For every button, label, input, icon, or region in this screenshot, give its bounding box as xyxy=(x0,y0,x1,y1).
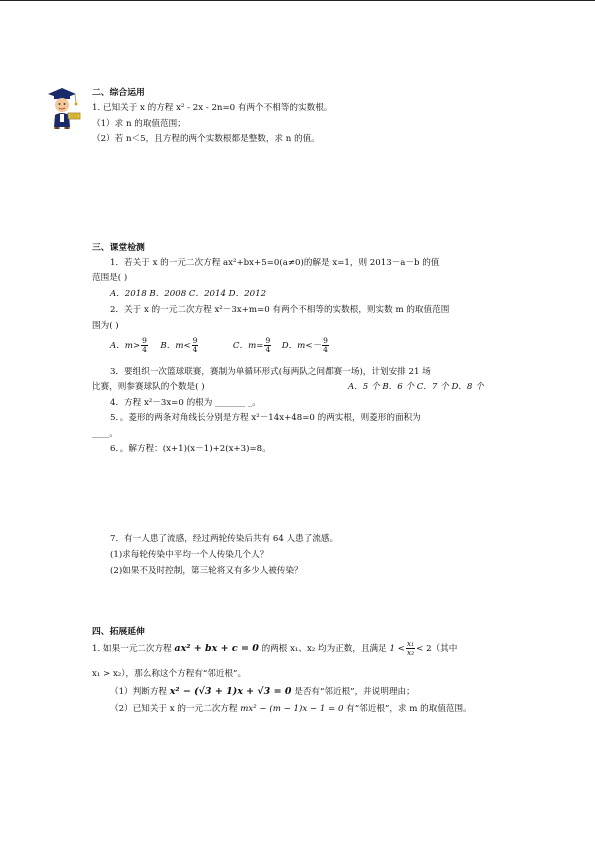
s4-q1-part2: （2）已知关于 x 的一元二次方程 mx² − (m − 1)x − 1 = 0 有“邻近根”，求 m 的取值范围。 xyxy=(110,704,472,714)
s2-question-1-part2: （2）若 n＜5，且方程的两个实数根都是整数，求 n 的值。 xyxy=(92,134,320,144)
s3-q4: 4．方程 x²－3x=0 的根为 _______ _。 xyxy=(110,398,261,408)
s3-q7-part1: (1)求每轮传染中平均一个人传染几个人？ xyxy=(110,550,269,560)
s3-q7-part2: (2)如果不及时控制，第三轮将又有多少人被传染？ xyxy=(110,566,303,576)
s4-q1-equation: ax² + bx + c = 0 xyxy=(174,643,259,654)
s3-q6: 6．。解方程：(x+1)(x－1)+2(x+3)=8。 xyxy=(110,444,271,454)
s3-q5-line1: 5．。菱形的两条对角线长分别是方程 x²－14x+48=0 的两实根，则菱形的面积为 xyxy=(110,413,421,423)
s3-q3-options: A．5 个 B．6 个 C．7 个 D．8 个 xyxy=(348,382,484,392)
s3-q7: 7．有一人患了流感，经过两轮传染后共有 64 人患了流感。 xyxy=(110,534,339,544)
s2-question-1: 1. 已知关于 x 的方程 x² - 2x - 2n=0 有两个不相等的实数根。 xyxy=(92,103,333,113)
s4-q1-part1: （1）判断方程 x² − (√3 + 1)x + √3 = 0 是否有“邻近根”，并说明理由； xyxy=(110,686,415,697)
q2-option-a: A．m> $\frac{9}{4}$ xyxy=(110,336,147,354)
section-heading-comprehensive: 二、综合运用 xyxy=(92,88,145,98)
s3-q3-line2: 比赛，则参赛球队的个数是( ) xyxy=(92,382,205,392)
q2-option-b: B．m< $\frac{9}{4}$ xyxy=(160,336,198,354)
top-rule xyxy=(0,0,595,1)
s3-q1-options: A．2018 B．2008 C．2014 D．2012 xyxy=(110,289,267,299)
s3-q2-line1: 2．关于 x 的一元二次方程 x²－3x+m=0 有两个不相等的实数根，则实数 m 的取值范围 xyxy=(110,305,450,315)
s3-q3-line1: 3．要组织一次篮球联赛，赛制为单循环形式(每两队之间都赛一场)，计划安排 21 场 xyxy=(110,367,431,377)
s3-q1-line1: 1．若关于 x 的一元二次方程 ax²+bx+5=0(a≠0)的解是 x=1，则 2013－a－b 的值 xyxy=(110,258,440,268)
q2-option-c: C．m= $\frac{9}{4}$ xyxy=(232,336,271,354)
section-heading-extension: 四、拓展延伸 xyxy=(92,627,145,637)
s3-q2-line2: 围为( ) xyxy=(92,321,119,331)
s4-q1a-equation: x² − (√3 + 1)x + √3 = 0 xyxy=(169,686,292,697)
s3-q2-options xyxy=(110,336,330,356)
graduate-teacher-icon xyxy=(44,85,84,129)
s3-q1-line2: 范围是( ) xyxy=(92,273,128,283)
s4-q1-line1: 1. 如果一元二次方程 ax² + bx + c = 0 的两根 x₁、x₂ 均为正数，且满足 1 < $\frac{\text{x₁}}{\text{x₂}}$ < 2（其中 xyxy=(92,639,458,657)
s4-q1-line2: x₁ > x₂），那么称这个方程有“邻近根”。 xyxy=(92,669,247,679)
s2-question-1-part1: （1）求 n 的取值范围； xyxy=(92,119,186,129)
s3-q5-line2: ____。 xyxy=(92,429,118,439)
section-heading-classroom-test: 三、课堂检测 xyxy=(92,243,145,253)
s4-q1b-equation: mx² − (m − 1)x − 1 = 0 xyxy=(240,704,344,714)
q2-option-d: D．m<－ $\frac{9}{4}$ xyxy=(281,336,328,354)
